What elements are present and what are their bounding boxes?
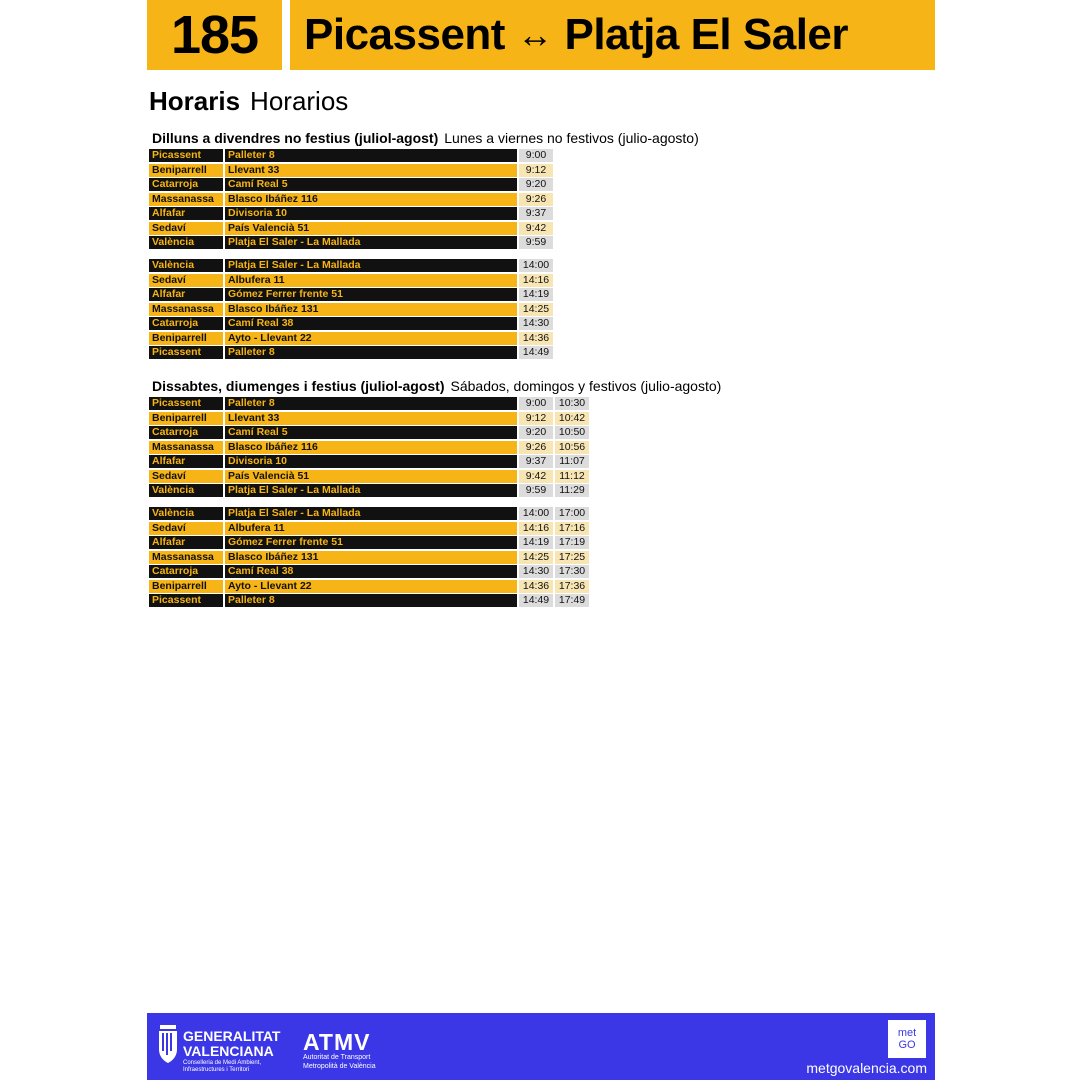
time-cell: 14:49 [519,594,553,607]
town-cell: Catarroja [149,317,223,330]
time-cell: 14:36 [519,332,553,345]
town-cell: Massanassa [149,303,223,316]
time-cell: 9:42 [519,470,553,483]
town-cell: València [149,259,223,272]
town-cell: Beniparrell [149,332,223,345]
time-cell: 14:25 [519,303,553,316]
town-cell: Alfafar [149,536,223,549]
time-cell: 17:00 [555,507,589,520]
atmv-logo: ATMV [303,1029,371,1055]
generalitat-line1: GENERALITAT [183,1028,281,1044]
stop-cell: Albufera 11 [225,274,517,287]
time-cell: 10:50 [555,426,589,439]
atmv-subtitle [303,1054,376,1071]
stop-cell: Palleter 8 [225,397,517,410]
time-cell: 10:42 [555,412,589,425]
page-title-val: Horaris [149,86,241,116]
metgo-logo [888,1020,926,1058]
town-cell: Massanassa [149,551,223,564]
stop-cell: Platja El Saler - La Mallada [225,259,517,272]
atmv-sub2: Metropolità de València [303,1062,376,1070]
time-cell: 9:26 [519,193,553,206]
time-cell: 9:59 [519,236,553,249]
time-cell: 17:30 [555,565,589,578]
stop-cell: Llevant 33 [225,412,517,425]
stop-cell: Blasco Ibáñez 116 [225,441,517,454]
stop-cell: Ayto - Llevant 22 [225,580,517,593]
route-number: 185 [147,0,282,70]
weekday-section-title [152,130,699,146]
generalitat-subtitle [183,1060,283,1074]
time-cell: 14:19 [519,288,553,301]
route-origin: Picassent [304,10,505,59]
town-cell: Alfafar [149,288,223,301]
weekend-title-es: Sábados, domingos y festivos (julio-agosto) [450,378,722,394]
time-cell: 9:59 [519,484,553,497]
stop-cell: Gómez Ferrer frente 51 [225,536,517,549]
stop-cell: Divisoria 10 [225,455,517,468]
time-cell: 9:00 [519,397,553,410]
atmv-sub1: Autoritat de Transport [303,1054,371,1061]
generalitat-sub1: Conselleria de Medi Ambient, [183,1060,262,1066]
generalitat-crest-icon [157,1021,179,1069]
town-cell: Beniparrell [149,580,223,593]
town-cell: Beniparrell [149,412,223,425]
time-cell: 10:56 [555,441,589,454]
time-cell: 9:12 [519,412,553,425]
town-cell: Catarroja [149,565,223,578]
stop-cell: Divisoria 10 [225,207,517,220]
metgo-bottom: GO [898,1039,916,1051]
stop-cell: Palleter 8 [225,149,517,162]
town-cell: Sedaví [149,470,223,483]
route-title [290,0,935,70]
town-cell: Sedaví [149,274,223,287]
time-cell: 14:16 [519,274,553,287]
page-title-es: Horarios [250,86,349,116]
stop-cell: Camí Real 38 [225,317,517,330]
town-cell: Catarroja [149,426,223,439]
town-cell: Alfafar [149,455,223,468]
town-cell: Picassent [149,594,223,607]
stop-cell: Platja El Saler - La Mallada [225,484,517,497]
time-cell: 17:49 [555,594,589,607]
website-link[interactable]: metgovalencia.com [806,1060,927,1076]
stop-cell: País Valencià 51 [225,470,517,483]
time-cell: 14:16 [519,522,553,535]
time-cell: 9:37 [519,207,553,220]
weekday-title-es: Lunes a viernes no festivos (julio-agosto) [444,130,699,146]
time-cell: 14:00 [519,507,553,520]
time-cell: 9:26 [519,441,553,454]
time-cell: 17:16 [555,522,589,535]
generalitat-title [183,1029,280,1059]
time-cell: 11:12 [555,470,589,483]
stop-cell: Palleter 8 [225,346,517,359]
town-cell: Sedaví [149,222,223,235]
weekend-section-title [152,378,721,394]
time-cell: 9:42 [519,222,553,235]
time-cell: 14:00 [519,259,553,272]
stop-cell: Camí Real 5 [225,178,517,191]
bidirectional-arrow-icon: ↔ [516,14,553,55]
time-cell: 11:29 [555,484,589,497]
time-cell: 9:12 [519,164,553,177]
metgo-top: met [897,1027,917,1039]
stop-cell: Palleter 8 [225,594,517,607]
time-cell: 14:30 [519,565,553,578]
time-cell: 14:25 [519,551,553,564]
stop-cell: Gómez Ferrer frente 51 [225,288,517,301]
time-cell: 9:20 [519,178,553,191]
town-cell: Picassent [149,397,223,410]
stop-cell: Blasco Ibáñez 116 [225,193,517,206]
town-cell: Picassent [149,346,223,359]
time-cell: 14:49 [519,346,553,359]
stop-cell: Llevant 33 [225,164,517,177]
time-cell: 11:07 [555,455,589,468]
stop-cell: Ayto - Llevant 22 [225,332,517,345]
town-cell: Massanassa [149,441,223,454]
time-cell: 17:25 [555,551,589,564]
time-cell: 14:30 [519,317,553,330]
town-cell: Picassent [149,149,223,162]
stop-cell: Platja El Saler - La Mallada [225,236,517,249]
footer-bar [147,1013,935,1080]
time-cell: 17:19 [555,536,589,549]
time-cell: 9:20 [519,426,553,439]
time-cell: 17:36 [555,580,589,593]
town-cell: Massanassa [149,193,223,206]
town-cell: Alfafar [149,207,223,220]
town-cell: Catarroja [149,178,223,191]
town-cell: València [149,236,223,249]
town-cell: Sedaví [149,522,223,535]
time-cell: 14:19 [519,536,553,549]
town-cell: València [149,484,223,497]
stop-cell: Albufera 11 [225,522,517,535]
weekend-title-val: Dissabtes, diumenges i festius (juliol-agost) [152,378,445,394]
town-cell: València [149,507,223,520]
time-cell: 14:36 [519,580,553,593]
page-title [149,86,348,117]
town-cell: Beniparrell [149,164,223,177]
time-cell: 9:00 [519,149,553,162]
stop-cell: Blasco Ibáñez 131 [225,551,517,564]
route-destination: Platja El Saler [564,10,849,59]
stop-cell: Camí Real 38 [225,565,517,578]
stop-cell: Platja El Saler - La Mallada [225,507,517,520]
stop-cell: Camí Real 5 [225,426,517,439]
time-cell: 9:37 [519,455,553,468]
stop-cell: País Valencià 51 [225,222,517,235]
time-cell: 10:30 [555,397,589,410]
generalitat-sub2: Infraestructures i Territori [183,1067,250,1073]
stop-cell: Blasco Ibáñez 131 [225,303,517,316]
generalitat-line2: VALENCIANA [183,1043,274,1059]
weekday-title-val: Dilluns a divendres no festius (juliol-agost) [152,130,439,146]
